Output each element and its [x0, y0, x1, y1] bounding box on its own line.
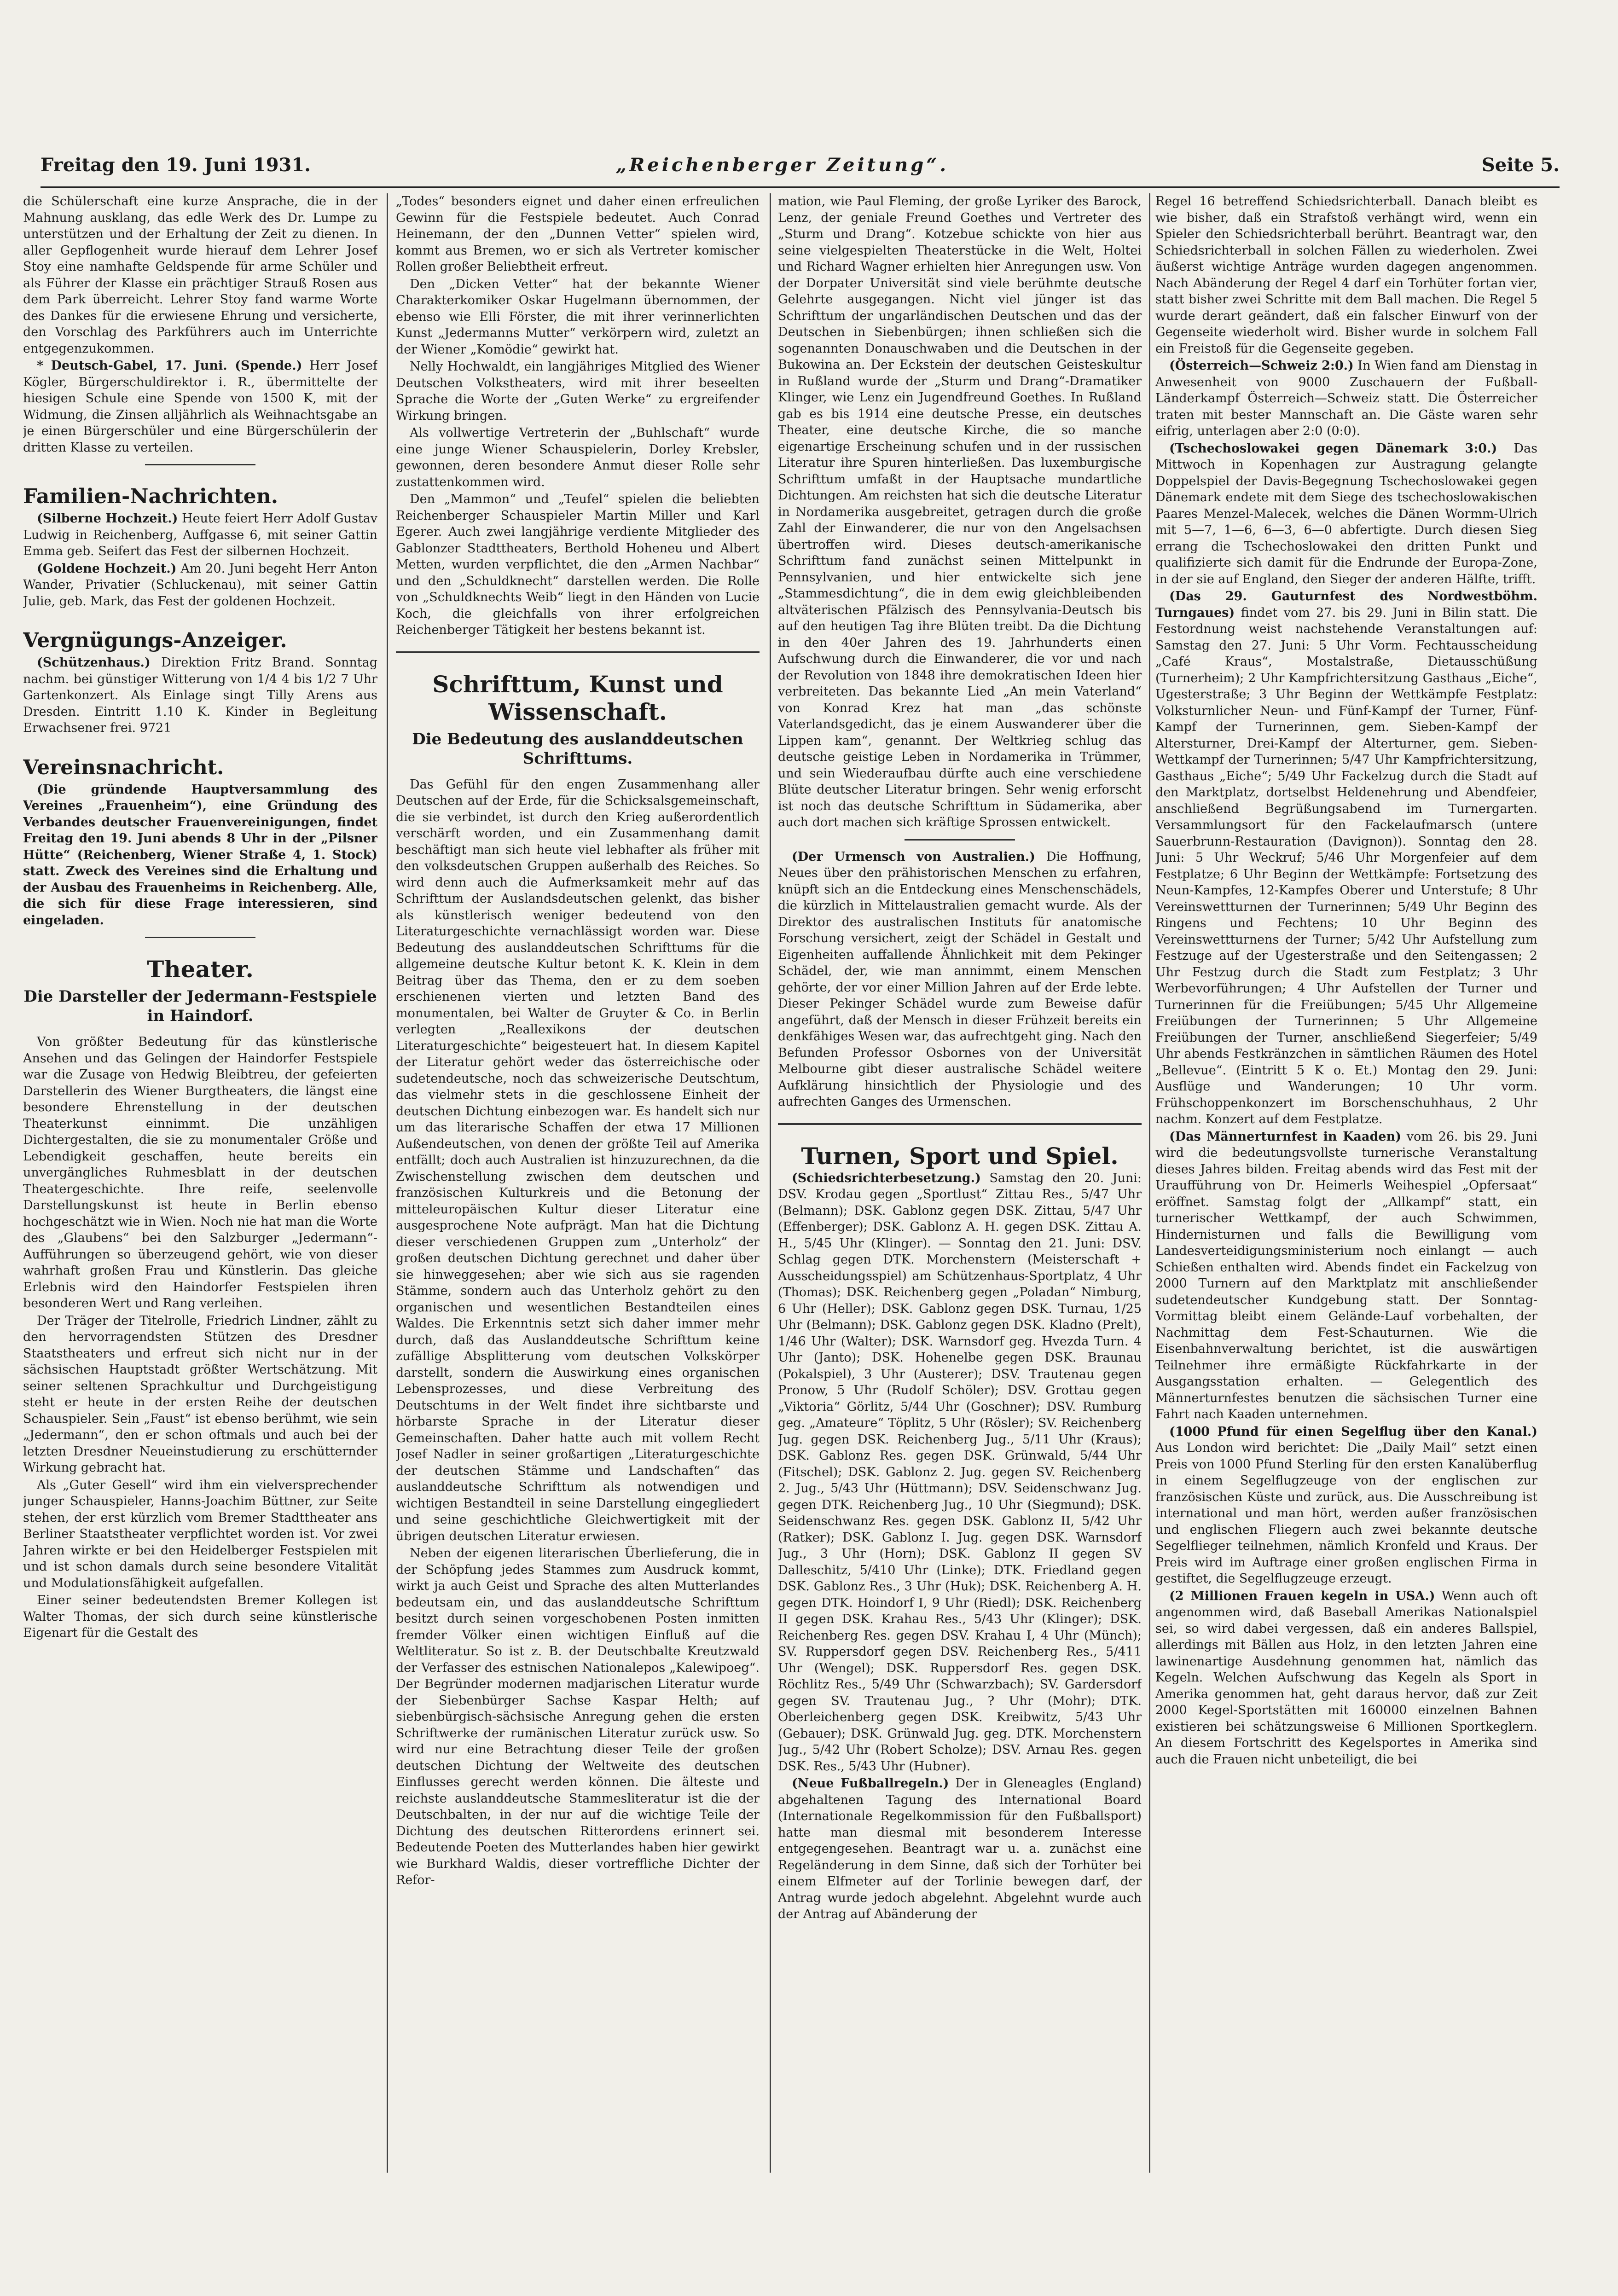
article-text	[1155, 588, 1537, 1128]
column-3	[778, 193, 1142, 2200]
column-1	[23, 193, 377, 2200]
article-text	[778, 1170, 1142, 1775]
item-label: (Silberne Hochzeit.)	[37, 511, 178, 526]
article-text	[23, 561, 377, 610]
article-text: mation, wie Paul Fleming, der große Lyriker des Barock, Lenz, der geniale Freund Goethes und Vertreter des „Sturm und Drang“. Kotzebue schickte von hier aus seine vielgespielten Theaterstücke in die Welt, Holtei und Richard Wagner erhielten hier Anregungen usw. Von der Dorpater Universität sind viele berühmte deutsche Gelehrte ausgegangen. Nicht viel jünger ist das Schrifttum der ungarländischen Deutschen und das der Deutschen in Siebenbürgen; ihnen schließen sich die sogenannten Donauschwaben und die Deutschen in der Bukowina an. Der Eckstein der deutschen Geisteskultur in Rußland wurde der „Sturm und Drang“-Dramatiker Klinger, wie Lenz ein Jugendfreund Goethes. In Rußland gab es bis 1914 eine deutsche Presse, ein deutsches Theater, eine deutsche Kirche, die so manche eigenartige Erscheinung schufen und in der russischen Literatur ihre Spuren hinterließen. Das luxemburgische Schrifttum umfaßt in der Hauptsache mundartliche Dichtungen. Am reichsten hat sich die deutsche Literatur in Nordamerika ausgebreitet, getragen durch die große Zahl der Einwanderer, die nur von den Angelsachsen übertroffen wird. Dieses deutsch-amerikanische Schrifttum fand zunächst seinen Mittelpunkt in Pennsylvanien, und hier entwickelte sich jene „Stammesdichtung“, die in dem ewig gleichbleibenden altväterischen Pfälzisch des Pennsylvania-Deutsch bis auf den heutigen Tag ihre Blüten treibt. Da die Dichtung in den 40er Jahren des 19. Jahrhunderts einen Aufschwung durch die Einwanderer, die vor und nach der Revolution von 1848 ihre demokratischen Ideen hier verbreiteten. Das bekannte Lied „An mein Vaterland“ von Konrad Krez hat man „das schönste Vaterlandsgedicht, das je einem Auswanderer über die Lippen kam“, genannt. Der Weltkrieg schlug das deutsche geistige Leben in Nordamerika in Trümmer, und sein Wiederaufbau dürfte auch eine verschiedene Blüte deutscher Literatur bringen. Sehr wenig erforscht ist noch das deutsche Schrifttum in Südamerika, aber auch dort machen sich kräftige Sprossen entwickelt.	[778, 194, 1142, 829]
article-text	[1155, 1424, 1537, 1587]
article-text	[23, 655, 377, 736]
item-label: (Der Urmensch von Australien.)	[792, 849, 1035, 864]
dateline: * Deutsch-Gabel, 17. Juni. (Spende.)	[37, 359, 302, 373]
divider	[145, 464, 255, 465]
article-headline: Die Bedeutung des auslanddeutschen Schrifttums.	[412, 730, 743, 768]
item-label: (Das Männerturnfest in Kaaden)	[1169, 1129, 1401, 1144]
page-header	[41, 154, 1560, 182]
header-date: Freitag den 19. Juni 1931.	[41, 154, 311, 176]
article-body: findet vom 27. bis 29. Juni in Bilin statt. Die Festordnung weist nachstehende Veranstaltungen auf: Samstag den 27. Juni: 5 Uhr Vorm. Fechtausscheidung „Café Kraus“, Mostalstraße, Dietausschüßung (Turnerheim); 2 Uhr Kampfrichtersitzung Gasthaus „Eiche“, Ugesterstraße; 3 Uhr Beginn der Wettkämpfe Festplatz: Volksturnlicher Neun- und Fünf-Kampf der Turner, Fünf-Kampf der Turnerinnen, gem. Sieben-Kampf der Altersturner, Drei-Kampf der Alterturner, gem. Sieben-Wettkampf der Turnerinnen; 5/47 Uhr Kampfrichtersitzung, Gasthaus „Eiche“; 5/49 Uhr Fackelzug durch die Stadt auf den Marktplatz, dortselbst Heldenehrung und Abendfeier, anschließend Begrüßungsabend im Turnergarten. Versammlungsort für den Fackelaufmarsch (untere Sauerbrunn-Restauration (Davignon)). Sonntag den 28. Juni: 5 Uhr Weckruf; 5/46 Uhr Morgenfeier auf dem Festplatze; 6 Uhr Beginn der Wettkämpfe: Fortsetzung des Neun-Kampfes, 12-Kampfes Oberer und Unterstufe; 8 Uhr Vereinswettturnen der Turnerinnen; 5/49 Uhr Beginn des Ringens und Fechtens; 10 Uhr Beginn des Vereinswettturnens der Turner; 5/42 Uhr Aufstellung zum Festzuge auf der Ugesterstraße und den Seitengassen; 2 Uhr Festzug durch die Stadt zum Festplatz; 3 Uhr Werbevorführungen; 4 Uhr Aufstellen der Turner und Turnerinnen für die Freiübungen; 5/45 Uhr Allgemeine Freiübungen der Turnerinnen; 5 Uhr Allgemeine Freiübungen der Turner, anschließend Siegerfeier; 5/49 Uhr abends Festkränzchen in sämtlichen Räumen des Hotel „Bellevue“. (Eintritt 5 K o. Et.) Montag den 29. Juni: Ausflüge und Wanderungen; 10 Uhr vorm. Frühschoppenkonzert im Borschenschuhhaus, 2 Uhr nachm. Konzert auf dem Festplatze.	[1155, 605, 1537, 1126]
divider	[778, 1123, 1142, 1125]
article-text: Nelly Hochwaldt, ein langjähriges Mitglied des Wiener Deutschen Volkstheaters, wird mit ihrer beseelten Sprache die Worte der „Guten Werke“ zu ergreifender Wirkung bringen.	[396, 359, 760, 423]
article-text	[23, 358, 377, 456]
article-text: Als „Guter Gesell“ wird ihm ein vielversprechender junger Schauspieler, Hanns-Joachim Büttner, zur Seite stehen, der erst kürzlich vom Bremer Stadttheater ans Berliner Staatstheater verpflichtet worden ist. Vor zwei Jahren wirkte er bei den Heidelberger Festspielen mit und ist schon damals durch seine besondere Vitalität und Modulationsfähigkeit aufgefallen.	[23, 1478, 377, 1590]
article-text: Den „Dicken Vetter“ hat der bekannte Wiener Charakterkomiker Oskar Hugelmann übernommen, der ebenso wie Elli Förster, die mit ihrer verinnerlichten Kunst „Jedermanns Mutter“ verkörpern wird, zuletzt an der Wiener „Komödie“ gewirkt hat.	[396, 277, 760, 357]
column-2	[396, 193, 760, 2200]
item-label: (2 Millionen Frauen kegeln in USA.)	[1169, 1589, 1435, 1603]
article-body: Herr Josef Kögler, Bürgerschuldirektor i. R., übermittelte der hiesigen Schule eine Spende von 1500 K, mit der Widmung, die Zinsen alljährlich als Weihnachtsgabe an je einen Bürgerschüler und eine Bürgerschülerin der dritten Klasse zu verteilen.	[23, 359, 377, 455]
article-text	[1155, 1129, 1537, 1423]
article-text: „Todes“ besonders eignet und daher einen erfreulichen Gewinn für die Festspiele bedeutet. Auch Conrad Heinemann, der den „Dunnen Vetter“ spielen wird, kommt aus Bremen, wo er sich als Vertreter komischer Rollen großer Beliebtheit erfreut.	[396, 194, 760, 274]
article-body: Samstag den 20. Juni: DSV. Krodau gegen „Sportlust“ Zittau Res., 5/47 Uhr (Belmann); DSK. Gablonz gegen DSK. Zittau, 5/47 Uhr (Effenberger); DSK. Gablonz A. H. gegen DSK. Zittau A. H., 5/45 Uhr (Klinger). — Sonntag den 21. Juni: DSV. Schlag gegen DTK. Morchenstern (Meisterschaft + Ausscheidungsspiel) am Schützenhaus-Sportplatz, 4 Uhr (Thomas); DSK. Reichenberg gegen „Poladan“ Nimburg, 6 Uhr (Heller); DSK. Gablonz gegen DSK. Turnau, 1/25 Uhr (Belmann); DSK. Gablonz gegen DSK. Kladno (Prelt), 1/46 Uhr (Walter); DSK. Warnsdorf geg. Hvezda Turn. 4 Uhr (Janto); DSK. Hohenelbe gegen DSK. Braunau (Pokalspiel), 3 Uhr (Austerer); DSV. Trautenau gegen Pronow, 5 Uhr (Rudolf Schöler); DSV. Grottau gegen „Viktoria“ Görlitz, 5/44 Uhr (Goschner); DSV. Rumburg geg. „Amateure“ Töplitz, 5 Uhr (Rösler); SV. Reichenberg Jug. gegen DSK. Reichenberg Jug., 5/11 Uhr (Kraus); DSK. Gablonz Res. gegen DSK. Grünwald, 5/44 Uhr (Fitschel); DSK. Gablonz 2. Jug. gegen SV. Reichenberg 2. Jug., 5/43 Uhr (Hüttmann); DSV. Seidenschwanz Jug. gegen DTK. Reichenberg Jug., 10 Uhr (Siegmund); DSK. Seidenschwanz Res. gegen DSK. Gablonz II, 5/42 Uhr (Ratker); DSK. Gablonz I. Jug. gegen DSK. Warnsdorf Jug., 3 Uhr (Horn); DSK. Gablonz II gegen SV Dalleschitz, 5/410 Uhr (Linke); DTK. Friedland gegen DSK. Gablonz Res., 3 Uhr (Huk); DSK. Reichenberg A. H. gegen DTK. Hoindorf I, 9 Uhr (Riedl); DSK. Reichenberg II gegen DSK. Krahau Res., 5/43 Uhr (Klinger); DSK. Reichenberg Res. gegen DSV. Krahau I, 4 Uhr (Münch); SV. Ruppersdorf gegen DSV. Reichenberg Res., 5/411 Uhr (Wengel); DSK. Ruppersdorf Res. gegen DSK. Röchlitz Res., 5/49 Uhr (Schwarzbach); SV. Gardersdorf gegen SV. Trautenau Jug., ? Uhr (Mohr); DTK. Oberleichenberg gegen DSK. Kreibwitz, 5/43 Uhr (Gebauer); DSK. Grünwald Jug. geg. DTK. Morchenstern Jug., 5/42 Uhr (Robert Scholze); DSV. Arnau Res. gegen DSK. Res., 5/43 Uhr (Hubner).	[778, 1171, 1142, 1774]
article-body: Am 20. Juni begeht Herr Anton Wander, Privatier (Schluckenau), mit seiner Gattin Julie, geb. Mark, das Fest der goldenen Hochzeit.	[23, 561, 377, 609]
column-rule	[387, 193, 388, 2173]
section-heading: Schrifttum, Kunst und Wissenschaft.	[432, 670, 723, 725]
item-label: (1000 Pfund für einen Segelflug über den Kanal.)	[1169, 1424, 1537, 1439]
article-body: Das Mittwoch in Kopenhagen zur Austragung gelangte Doppelspiel der Davis-Begegnung Tschechoslowakei gegen Dänemark endete mit dem Siege des tschechoslowakischen Paares Menzel-Malecek, welches die Dänen Wormm-Ulrich mit 5—7, 1—6, 6—3, 6—0 abfertigte. Durch diesen Sieg errang die Tschechoslowakei den dritten Punkt und qualifizierte sich damit für die Endrunde der Europa-Zone, in der sie auf England, den Sieger der anderen Hälfte, trifft.	[1155, 441, 1537, 586]
article-text: Das Gefühl für den engen Zusammenhang aller Deutschen auf der Erde, für die Schicksalsgemeinschaft, die sie verbindet, ist durch den Krieg außerordentlich verschärft worden, und ein Zusammenhang damit beschäftigt man sich heute viel lebhafter als früher mit den volksdeutschen Gruppen außerhalb des Reiches. So wird denn auch die Aufmerksamkeit mehr auf das Schrifttum der Auslandsdeutschen gelenkt, das bisher als künstlerisch weniger bedeutend von den Literaturgeschichte vernachlässigt worden war. Diese Bedeutung des auslanddeutschen Schrifttums für die allgemeine deutsche Kultur betont K. K. Klein in dem Beitrag über das Thema, den er zu dem soeben erschienenen vierten und letzten Band des monumentalen, bei Walter de Gruyter & Co. in Berlin verlegten „Reallexikons der deutschen Literaturgeschichte“ beigesteuert hat. In diesem Kapitel der Literatur gehört weder das österreichische oder sudetendeutsche, noch das schweizerische Deutschtum, das vielmehr stets in die geschlossene Einheit der deutschen Dichtung einbezogen war. Es handelt sich nur um das literarische Schaffen der etwa 17 Millionen Außendeutschen, von denen der größte Teil auf Amerika entfällt; doch auch Australien ist hinzuzurechnen, da die Zwischenstellung zwischen dem deutschen und französischen Kulturkreis und die Betonung der mitteleuropäischen Kultur dieser Literatur eine ausgesprochene Note aufprägt. Man hat die Dichtung dieser verschiedenen Gruppen zum „Unterholz“ der großen deutschen Dichtung gerechnet und daher über sie hinweggesehen; aber wie sich aus sie ragenden Stämme, sondern auch das Unterholz gehört zu den organischen und wesentlichen Bestandteilen eines Waldes. Die Erkenntnis setzt sich daher immer mehr durch, daß das Auslanddeutsche Schrifttum keine zufällige Absplitterung vom deutschen Volkskörper darstellt, sondern die Auswirkung eines organischen Lebensprozesses, und diese Verbreitung des Deutschtums in der Welt findet ihre sichtbarste und hörbarste Sprache in der Literatur dieser Gemeinschaften. Daher hatte auch mit vollem Recht Josef Nadler in seiner großartigen „Literaturgeschichte der deutschen Stämme und Landschaften“ das auslanddeutsche Schrifttum als notwendigen und wichtigen Bestandteil in seine Darstellung eingegliedert und seine geschichtliche Gleichwertigkeit mit der übrigen deutschen Literatur erwiesen.	[396, 777, 760, 1543]
article-text	[1155, 1588, 1537, 1768]
item-label: (Goldene Hochzeit.)	[37, 561, 177, 576]
article-text: Neben der eigenen literarischen Überlieferung, die in der Schöpfung jedes Stammes zum Ausdruck kommt, wirkt ja auch Geist und Sprache des alten Mutterlandes bedeutsam ein, und das auslanddeutsche Schrifttum besitzt durch seinen vorgeschobenen Posten inmitten fremder Völker einen wichtigen Einfluß auf die Weltliteratur. So ist z. B. der Deutschbalte Kreutzwald der Verfasser des estnischen Nationalepos „Kalewipoeg“. Der Begründer modernen madjarischen Literatur wurde der Siebenbürger Sachse Kaspar Helth; auf siebenbürgisch-sächsische Anregung gehen die ersten Schriftwerke der rumänischen Literatur zurück usw. So wird nur eine Betrachtung dieser Teile der großen deutschen Dichtung der Weltweite des deutschen Einflusses gerecht werden können. Die älteste und reichste auslanddeutsche Stammesliteratur ist die der Deutschbalten, in der nur auf die wichtige Teile der Dichtung des deutschen Ritterordens erinnert sei. Bedeutende Poeten des Mutterlandes haben hier gewirkt wie Burkhard Waldis, dieser vortreffliche Dichter der Refor-	[396, 1546, 760, 1887]
item-label: (Neue Fußballregeln.)	[792, 1776, 949, 1791]
article-body: Die Hoffnung, Neues über den prähistorischen Menschen zu erfahren, knüpft sich an die Entdeckung eines Menschenschädels, die kürzlich in Mittelaustralien gemacht wurde. Als der Direktor des australischen Instituts für anatomische Forschung versichert, zeigt der Schädel in Gestalt und Eigenheiten auffallende Ähnlichkeit mit dem Pekinger Schädel, der, wie man annimmt, einem Menschen gehörte, der vor einer Million Jahren auf der Erde lebte. Dieser Pekinger Schädel wurde zum Beweise dafür angeführt, daß der Mensch in dieser Frühzeit bereits ein denkfähiges Wesen war, das aufrechtgeht ging. Nach den Befunden Professor Osbornes von der Universität Melbourne gibt dieser australische Schädel weitere Aufklärung hinsichtlich der Physiologie und des aufrechten Ganges des Urmenschen.	[778, 849, 1142, 1109]
section-heading: Theater.	[147, 956, 254, 983]
article-body: Der in Gleneagles (England) abgehaltenen Tagung des International Board (Internationale Regelkommission für den Fußballsport) hatte man diesmal mit besonderem Interesse entgegengesehen. Beantragt war u. a. zunächst eine Regeländerung in dem Sinne, daß sich der Torhüter bei einem Elfmeter auf der Torlinie bewegen darf, der Antrag wurde jedoch abgelehnt. Abgelehnt wurde auch der Antrag auf Abänderung der	[778, 1776, 1142, 1921]
article-text: Von größter Bedeutung für das künstlerische Ansehen und das Gelingen der Haindorfer Festspiele war die Zusage von Hedwig Bleibtreu, der gefeierten Darstellerin des Wiener Burgtheaters, die längst eine besondere Ehrenstellung in der deutschen Theaterkunst einnimmt. Die unzähligen Dichtergestalten, die sie zu monumentaler Größe und Lebendigkeit geschaffen, heute bereits ein unvergängliches Ruhmesblatt in der deutschen Theatergeschichte. Ihre reife, seelenvolle Darstellungskunst ist heute in Berlin ebenso hochgeschätzt wie in Wien. Noch nie hat man die Worte des „Glaubens“ bei den Salzburger „Jedermann“-Aufführungen so überzeugend gehört, wie von dieser wahrhaft großen Frau und Künstlerin. Das gleiche Erlebnis wird den Haindorfer Festspielen ihren besonderen Wert und Rang verleihen.	[23, 1035, 377, 1310]
column-rule	[770, 193, 771, 2173]
article-text: Regel 16 betreffend Schiedsrichterball. Danach bleibt es wie bisher, daß ein Strafstoß verhängt wird, wenn ein Spieler den Schiedsrichterball berührt. Beantragt war, den Schiedsrichterball in solchen Fällen zu wiederholen. Zwei äußerst wichtige Anträge wurden dagegen angenommen. Nach Abänderung der Regel 4 darf ein Torhüter fortan vier, statt bisher zwei Schritte mit dem Ball machen. Die Regel 5 wurde derart geändert, daß ein falscher Einwurf von der Gegenseite wiederholt wird. Bisher wurde in solchem Fall ein Freistoß für die Gegenseite gegeben.	[1155, 194, 1537, 356]
article-text: Einer seiner bedeutendsten Bremer Kollegen ist Walter Thomas, der sich durch seine künstlerische Eigenart für die Gestalt des	[23, 1593, 377, 1640]
article-text: die Schülerschaft eine kurze Ansprache, die in der Mahnung ausklang, das edle Werk des Dr. Lumpe zu unterstützen und der Erhaltung der Zeit zu dienen. In aller Gepflogenheit wurde hierauf dem Lehrer Josef Stoy eine namhafte Geldspende für arme Schüler und als Führer der Klasse ein prächtiger Strauß Rosen aus dem Park überreicht. Lehrer Stoy fand warme Worte des Dankes für die erwiesene Ehrung und versicherte, den Vorschlag des Parkführers auch im Unterrichte entgegenzukommen.	[23, 194, 377, 356]
item-label: (Das 29. Gauturnfest des Nordwestböhm. Turngaues)	[1155, 589, 1537, 620]
column-4	[1155, 193, 1537, 2200]
article-body: Aus London wird berichtet: Die „Daily Mail“ setzt einen Preis von 1000 Pfund Sterling für den ersten Kanalüberflug in einem Segelflugzeuge von der englischen zur französischen Küste und zurück, aus. Die Ausschreibung ist international und man hört, werden außer französischen und englischen Fliegern auch zwei bekannte deutsche Segelflieger teilnehmen, nämlich Kronfeld und Kraus. Der Preis wird im Auftrage einer großen englischen Firma in gestiftet, die Segelflugzeuge erzeugt.	[1155, 1441, 1537, 1586]
article-text: Den „Mammon“ und „Teufel“ spielen die beliebten Reichenberger Schauspieler Martin Miller und Karl Egerer. Auch zwei langjährige verdiente Mitglieder des Gablonzer Stadttheaters, Berthold Hoheneu und Albert Metten, wurden verpflichtet, die den „Armen Nachbar“ und den „Schuldknecht“ darstellen werden. Die Rolle von „Schuldknechts Weib“ liegt in den Händen von Lucie Koch, die gleichfalls von ihrer erfolgreichen Reichenberger Tätigkeit her bestens bekannt ist.	[396, 492, 760, 637]
article-body: vom 26. bis 29. Juni wird die bedeutungsvollste turnerische Veranstaltung dieses Jahres bilden. Freitag abends wird das Fest mit der Uraufführung von Dr. Heimerls Weihespiel „Opfersaat“ eröffnet. Samstag folgt der „Allkampf“ statt, ein turnerischer Wettkampf, der auch Schwimmen, Hindernisturnen und falls die Bewilligung vom Landesverteidigungsministerium noch einlangt — auch Schießen enthalten wird. Abends findet ein Fackelzug von 2000 Turnern auf den Marktplatz mit anschließender sudetendeutscher Kundgebung statt. Der Sonntag-Vormittag bleibt einem Gelände-Lauf vorbehalten, der Nachmittag dem Fest-Schauturnen. Wie die Eisenbahnverwaltung berichtet, ist die auswärtigen Teilnehmer ihre ermäßigte Rückfahrkarte in der Ausgangsstation erhalten. — Gelegentlich des Männerturnfestes benutzen die sächsischen Turner eine Fahrt nach Kaaden unternehmen.	[1155, 1129, 1537, 1421]
article-text	[778, 1775, 1142, 1923]
article-text: Der Träger der Titelrolle, Friedrich Lindner, zählt zu den hervorragendsten Stützen des Dresdner Staatstheaters und erfreut sich nicht nur in der sächsischen Hauptstadt größter Wertschätzung. Mit seiner seltenen Sprachkultur und Durchgeistigung steht er heute in der ersten Reihe der deutschen Schauspieler. Sein „Faust“ ist ebenso berühmt, wie sein „Jedermann“, den er schon oftmals und auch bei der letzten Dresdner Neueinstudierung zu erschütternder Wirkung gebracht hat.	[23, 1313, 377, 1475]
article-body: Wenn auch oft angenommen wird, daß Baseball Amerikas Nationalspiel sei, so wird dabei vergessen, daß ein anderes Ballspiel, allerdings mit Bällen aus Holz, in den letzten Jahren eine lawinenartige Ausdehnung genommen hat, nämlich das Kegeln. Welchen Aufschwung das Kegeln als Sport in Amerika genommen hat, geht daraus hervor, daß zur Zeit 2000 Kegel-Sportstätten mit 160000 einzelnen Bahnen existieren bei schätzungsweise 6 Millionen Sportkeglern. An diesem Fortschritt des Kegelsportes in Amerika sind auch die Frauen nicht unbeteiligt, die bei	[1155, 1589, 1537, 1767]
article-text	[23, 782, 377, 929]
article-text: Als vollwertige Vertreterin der „Buhlschaft“ wurde eine junge Wiener Schauspielerin, Dorley Krebsler, gewonnen, deren besondere Anmut dieser Rolle sehr zustattenkommen wird.	[396, 426, 760, 489]
article-text	[1155, 441, 1537, 588]
section-heading: Vereinsnachricht.	[23, 755, 224, 779]
item-label: (Die gründende Hauptversammlung des Vereines „Frauenheim“),	[23, 782, 377, 813]
header-rule	[41, 186, 1560, 188]
page-number: Seite 5.	[1481, 154, 1560, 176]
section-heading: Familien-Nachrichten.	[23, 485, 278, 508]
article-body: Direktion Fritz Brand. Sonntag nachm. bei günstiger Witterung von 1/4 4 bis 1/2 7 Uhr Gartenkonzert. Als Einlage singt Tilly Arens aus Dresden. Eintritt 1.10 K. Kinder in Begleitung Erwachsener frei. 9721	[23, 655, 377, 735]
article-headline: Die Darsteller der Jedermann-Festspiele in Haindorf.	[23, 987, 377, 1025]
divider	[396, 651, 760, 653]
masthead-title: „Reichenberger Zeitung“.	[616, 154, 949, 176]
article-text	[1155, 358, 1537, 440]
item-label: (Schützenhaus.)	[37, 655, 151, 670]
section-heading: Turnen, Sport und Spiel.	[801, 1142, 1119, 1170]
article-text	[778, 849, 1142, 1110]
column-rule	[1149, 193, 1150, 2173]
article-text	[23, 510, 377, 560]
item-label: (Schiedsrichterbesetzung.)	[792, 1171, 981, 1185]
item-label: (Tschechoslowakei gegen Dänemark 3:0.)	[1169, 441, 1497, 456]
divider	[145, 937, 255, 938]
divider	[905, 839, 1015, 841]
article-body: eine Gründung des Verbandes deutscher Frauenvereinigungen, findet Freitag den 19. Juni abends 8 Uhr in der „Pilsner Hütte“ (Reichenberg, Wiener Straße 4, 1. Stock) statt. Zweck des Vereines sind die Erhaltung und der Ausbau des Frauenheims in Reichenberg. Alle, die sich für diese Frage interessieren, sind eingeladen.	[23, 799, 377, 928]
item-label: (Österreich—Schweiz 2:0.)	[1169, 359, 1354, 373]
section-heading: Vergnügungs-Anzeiger.	[23, 629, 287, 652]
article-body: In Wien fand am Dienstag in Anwesenheit von 9000 Zuschauern der Fußball-Länderkampf Österreich—Schweiz statt. Die Österreicher traten mit bester Mannschaft an. Die Gäste waren sehr eifrig, unterlagen aber 2:0 (0:0).	[1155, 359, 1537, 438]
article-body: Heute feiert Herr Adolf Gustav Ludwig in Reichenberg, Auffgasse 6, mit seiner Gattin Emma geb. Seifert das Fest der silbernen Hochzeit.	[23, 511, 377, 558]
